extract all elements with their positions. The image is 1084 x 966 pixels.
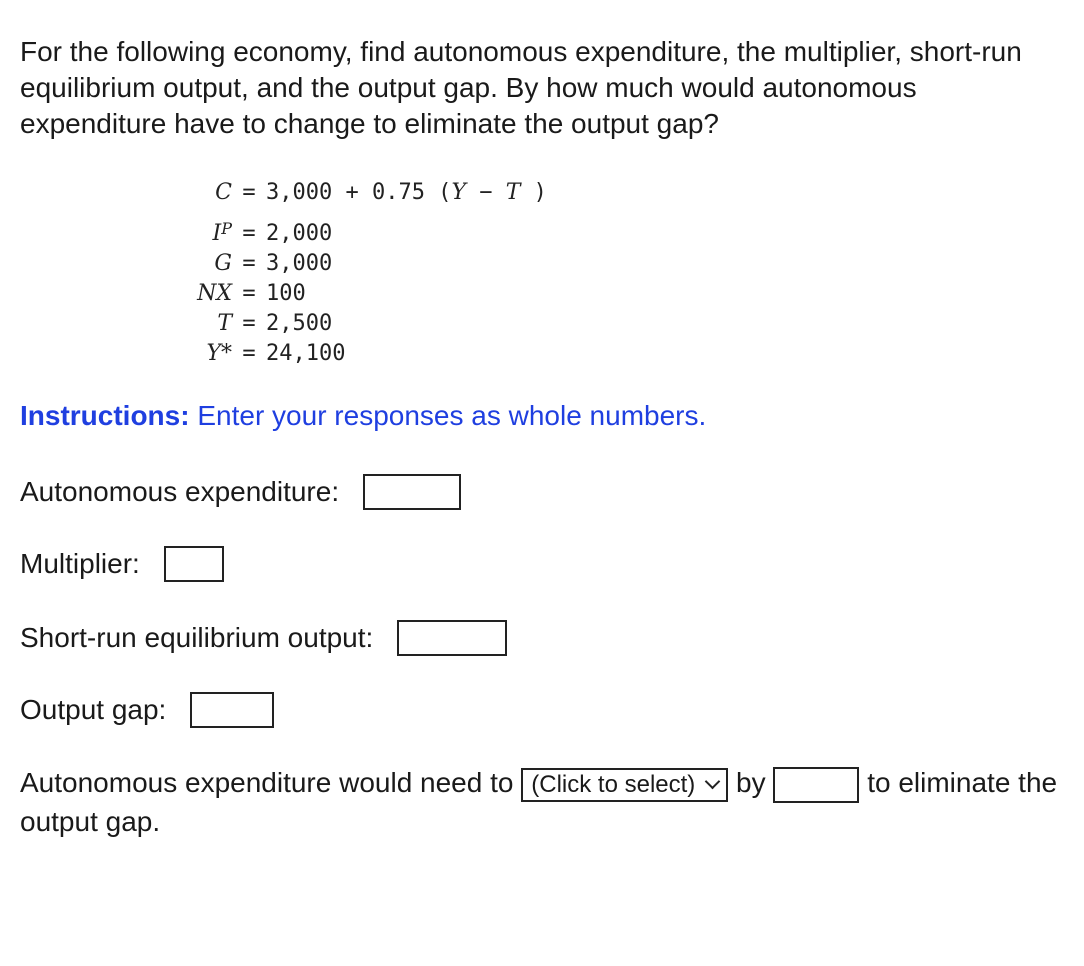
- instructions-text: Enter your responses as whole numbers.: [189, 400, 707, 431]
- equation-rhs: 100: [266, 281, 306, 306]
- equation-equals: =: [242, 311, 256, 336]
- short-run-output-row: [20, 620, 507, 656]
- equation-equals: =: [242, 251, 256, 276]
- autonomous-expenditure-row: [20, 474, 461, 510]
- equation-consumption: [172, 178, 547, 208]
- change-amount-input[interactable]: [773, 767, 859, 803]
- multiplier-label: Multiplier:: [20, 548, 140, 579]
- direction-select-value: (Click to select): [531, 770, 696, 798]
- autonomous-expenditure-label: Autonomous expenditure:: [20, 476, 340, 507]
- equation-rhs: 2,000: [266, 221, 333, 246]
- equation-equals: =: [242, 341, 256, 366]
- chevron-down-icon: [705, 774, 721, 790]
- equation-rhs: 3,000 + 0.75 (Y − T ): [266, 180, 547, 205]
- equation-lhs: T: [217, 311, 232, 336]
- equation-investment: [172, 214, 332, 244]
- short-run-output-input[interactable]: [397, 620, 507, 656]
- equation-lhs: NX: [197, 281, 232, 306]
- final-by: by: [728, 767, 774, 798]
- equation-equals: =: [242, 180, 256, 205]
- equation-lhs: $I^P$: [212, 219, 232, 246]
- instructions-label: Instructions:: [20, 400, 190, 431]
- equation-lhs: Y*: [206, 341, 232, 366]
- multiplier-input[interactable]: [164, 546, 224, 582]
- equation-equals: =: [242, 281, 256, 306]
- final-prefix: Autonomous expenditure would need to: [20, 767, 522, 798]
- equation-rhs: 24,100: [266, 341, 346, 366]
- equation-government: [172, 249, 332, 279]
- final-question: [20, 764, 1064, 841]
- equation-taxes: [172, 309, 332, 339]
- equation-rhs: 2,500: [266, 311, 333, 336]
- autonomous-expenditure-input[interactable]: [363, 474, 461, 510]
- instructions: [20, 400, 706, 432]
- equation-rhs: 3,000: [266, 251, 333, 276]
- question-text: For the following economy, find autonomous expenditure, the multiplier, short-run equilibrium output, and the output gap. By how much would autonomous expenditure have to change to eliminate the output gap?: [20, 36, 1022, 139]
- equation-potential-output: [172, 339, 345, 369]
- output-gap-label: Output gap:: [20, 694, 167, 725]
- multiplier-row: [20, 546, 224, 582]
- equation-lhs: G: [214, 251, 232, 276]
- equation-net-exports: [172, 279, 306, 309]
- equation-equals: =: [242, 221, 256, 246]
- equation-lhs: C: [215, 180, 232, 205]
- final-suffix: to eliminate the output gap.: [20, 767, 1058, 837]
- short-run-output-label: Short-run equilibrium output:: [20, 622, 374, 653]
- output-gap-row: [20, 692, 274, 728]
- direction-select[interactable]: [521, 768, 728, 802]
- output-gap-input[interactable]: [190, 692, 274, 728]
